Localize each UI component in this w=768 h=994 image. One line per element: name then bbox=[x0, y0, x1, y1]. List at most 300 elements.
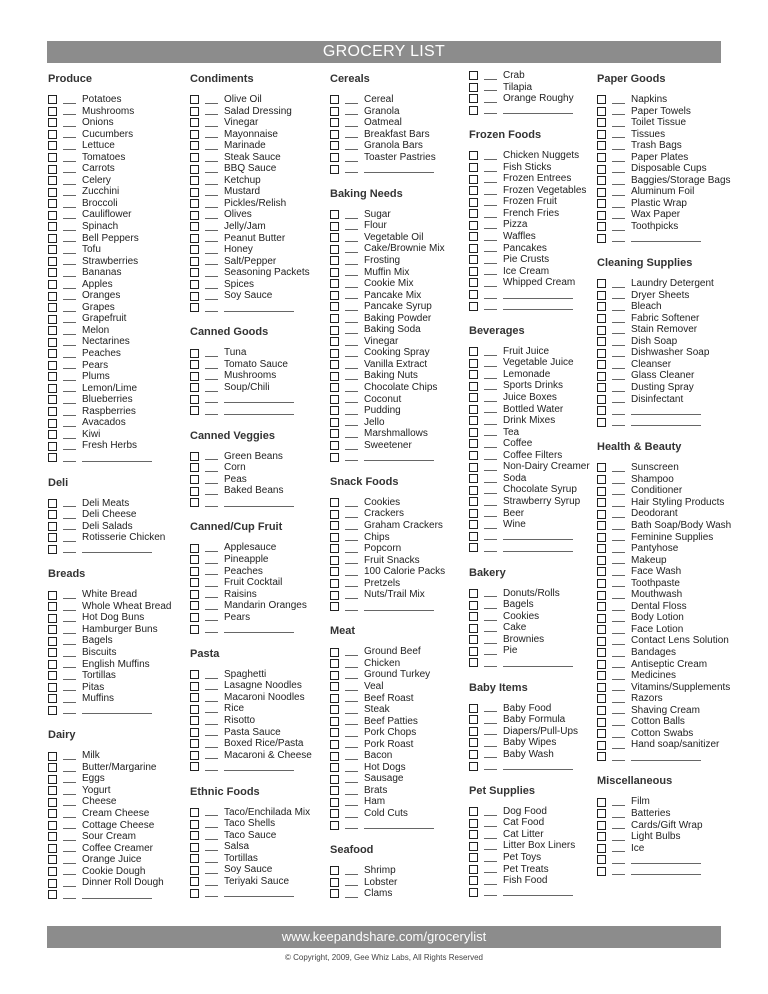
quantity-blank[interactable] bbox=[63, 177, 76, 185]
checkbox[interactable] bbox=[469, 439, 478, 448]
checkbox[interactable] bbox=[330, 544, 339, 553]
checkbox[interactable] bbox=[597, 798, 606, 807]
quantity-blank[interactable] bbox=[484, 463, 497, 471]
quantity-blank[interactable] bbox=[63, 614, 76, 622]
write-in-blank[interactable] bbox=[364, 821, 434, 829]
checkbox[interactable] bbox=[190, 613, 199, 622]
checkbox[interactable] bbox=[469, 853, 478, 862]
quantity-blank[interactable] bbox=[484, 83, 497, 91]
checkbox[interactable] bbox=[597, 406, 606, 415]
quantity-blank[interactable] bbox=[612, 591, 625, 599]
checkbox[interactable] bbox=[469, 635, 478, 644]
checkbox[interactable] bbox=[48, 706, 57, 715]
checkbox[interactable] bbox=[330, 752, 339, 761]
quantity-blank[interactable] bbox=[345, 291, 358, 299]
quantity-blank[interactable] bbox=[63, 511, 76, 519]
checkbox[interactable] bbox=[190, 165, 199, 174]
quantity-blank[interactable] bbox=[345, 579, 358, 587]
quantity-blank[interactable] bbox=[63, 683, 76, 691]
checkbox[interactable] bbox=[190, 682, 199, 691]
checkbox[interactable] bbox=[48, 798, 57, 807]
checkbox[interactable] bbox=[190, 257, 199, 266]
write-in-blank[interactable] bbox=[503, 532, 573, 540]
write-in-blank[interactable] bbox=[503, 544, 573, 552]
quantity-blank[interactable] bbox=[484, 659, 497, 667]
quantity-blank[interactable] bbox=[612, 165, 625, 173]
quantity-blank[interactable] bbox=[63, 165, 76, 173]
write-in-blank[interactable] bbox=[82, 545, 152, 553]
quantity-blank[interactable] bbox=[612, 753, 625, 761]
quantity-blank[interactable] bbox=[63, 821, 76, 829]
quantity-blank[interactable] bbox=[345, 361, 358, 369]
checkbox[interactable] bbox=[48, 786, 57, 795]
quantity-blank[interactable] bbox=[63, 522, 76, 530]
quantity-blank[interactable] bbox=[63, 442, 76, 450]
quantity-blank[interactable] bbox=[63, 315, 76, 323]
checkbox[interactable] bbox=[330, 418, 339, 427]
quantity-blank[interactable] bbox=[63, 408, 76, 416]
write-in-blank[interactable] bbox=[631, 418, 701, 426]
checkbox[interactable] bbox=[469, 738, 478, 747]
quantity-blank[interactable] bbox=[63, 200, 76, 208]
quantity-blank[interactable] bbox=[345, 418, 358, 426]
checkbox[interactable] bbox=[469, 601, 478, 610]
quantity-blank[interactable] bbox=[484, 187, 497, 195]
checkbox[interactable] bbox=[48, 315, 57, 324]
checkbox[interactable] bbox=[190, 544, 199, 553]
checkbox[interactable] bbox=[48, 625, 57, 634]
quantity-blank[interactable] bbox=[612, 798, 625, 806]
checkbox[interactable] bbox=[330, 429, 339, 438]
quantity-blank[interactable] bbox=[205, 590, 218, 598]
quantity-blank[interactable] bbox=[205, 866, 218, 874]
quantity-blank[interactable] bbox=[612, 626, 625, 634]
checkbox[interactable] bbox=[469, 255, 478, 264]
checkbox[interactable] bbox=[48, 141, 57, 150]
quantity-blank[interactable] bbox=[205, 878, 218, 886]
quantity-blank[interactable] bbox=[484, 371, 497, 379]
quantity-blank[interactable] bbox=[612, 856, 625, 864]
checkbox[interactable] bbox=[469, 830, 478, 839]
quantity-blank[interactable] bbox=[484, 95, 497, 103]
checkbox[interactable] bbox=[330, 302, 339, 311]
quantity-blank[interactable] bbox=[205, 567, 218, 575]
checkbox[interactable] bbox=[330, 279, 339, 288]
checkbox[interactable] bbox=[597, 165, 606, 174]
checkbox[interactable] bbox=[597, 130, 606, 139]
checkbox[interactable] bbox=[190, 268, 199, 277]
checkbox[interactable] bbox=[48, 752, 57, 761]
checkbox[interactable] bbox=[330, 383, 339, 392]
quantity-blank[interactable] bbox=[205, 395, 218, 403]
quantity-blank[interactable] bbox=[345, 775, 358, 783]
checkbox[interactable] bbox=[190, 831, 199, 840]
quantity-blank[interactable] bbox=[612, 730, 625, 738]
quantity-blank[interactable] bbox=[612, 211, 625, 219]
quantity-blank[interactable] bbox=[612, 844, 625, 852]
quantity-blank[interactable] bbox=[612, 395, 625, 403]
checkbox[interactable] bbox=[330, 326, 339, 335]
quantity-blank[interactable] bbox=[612, 614, 625, 622]
checkbox[interactable] bbox=[469, 624, 478, 633]
checkbox[interactable] bbox=[190, 728, 199, 737]
checkbox[interactable] bbox=[330, 210, 339, 219]
checkbox[interactable] bbox=[48, 660, 57, 669]
quantity-blank[interactable] bbox=[345, 660, 358, 668]
checkbox[interactable] bbox=[190, 452, 199, 461]
checkbox[interactable] bbox=[190, 141, 199, 150]
checkbox[interactable] bbox=[190, 292, 199, 301]
quantity-blank[interactable] bbox=[612, 361, 625, 369]
checkbox[interactable] bbox=[48, 280, 57, 289]
checkbox[interactable] bbox=[469, 278, 478, 287]
quantity-blank[interactable] bbox=[63, 649, 76, 657]
quantity-blank[interactable] bbox=[345, 303, 358, 311]
checkbox[interactable] bbox=[48, 775, 57, 784]
checkbox[interactable] bbox=[48, 879, 57, 888]
quantity-blank[interactable] bbox=[63, 695, 76, 703]
quantity-blank[interactable] bbox=[345, 729, 358, 737]
quantity-blank[interactable] bbox=[612, 291, 625, 299]
write-in-blank[interactable] bbox=[503, 762, 573, 770]
quantity-blank[interactable] bbox=[63, 154, 76, 162]
checkbox[interactable] bbox=[190, 245, 199, 254]
quantity-blank[interactable] bbox=[205, 579, 218, 587]
checkbox[interactable] bbox=[597, 199, 606, 208]
checkbox[interactable] bbox=[190, 372, 199, 381]
checkbox[interactable] bbox=[190, 625, 199, 634]
quantity-blank[interactable] bbox=[484, 279, 497, 287]
checkbox[interactable] bbox=[330, 763, 339, 772]
checkbox[interactable] bbox=[48, 855, 57, 864]
quantity-blank[interactable] bbox=[345, 430, 358, 438]
write-in-blank[interactable] bbox=[224, 625, 294, 633]
quantity-blank[interactable] bbox=[345, 384, 358, 392]
write-in-blank[interactable] bbox=[631, 753, 701, 761]
quantity-blank[interactable] bbox=[612, 556, 625, 564]
quantity-blank[interactable] bbox=[345, 453, 358, 461]
write-in-blank[interactable] bbox=[631, 867, 701, 875]
quantity-blank[interactable] bbox=[612, 810, 625, 818]
quantity-blank[interactable] bbox=[63, 96, 76, 104]
checkbox[interactable] bbox=[190, 705, 199, 714]
checkbox[interactable] bbox=[330, 682, 339, 691]
write-in-blank[interactable] bbox=[631, 407, 701, 415]
quantity-blank[interactable] bbox=[484, 498, 497, 506]
write-in-blank[interactable] bbox=[224, 763, 294, 771]
quantity-blank[interactable] bbox=[345, 591, 358, 599]
quantity-blank[interactable] bbox=[345, 407, 358, 415]
checkbox[interactable] bbox=[597, 314, 606, 323]
checkbox[interactable] bbox=[48, 671, 57, 680]
checkbox[interactable] bbox=[469, 382, 478, 391]
quantity-blank[interactable] bbox=[345, 510, 358, 518]
write-in-blank[interactable] bbox=[82, 891, 152, 899]
quantity-blank[interactable] bbox=[345, 211, 358, 219]
checkbox[interactable] bbox=[597, 360, 606, 369]
quantity-blank[interactable] bbox=[205, 246, 218, 254]
checkbox[interactable] bbox=[330, 441, 339, 450]
quantity-blank[interactable] bbox=[484, 647, 497, 655]
quantity-blank[interactable] bbox=[484, 842, 497, 850]
checkbox[interactable] bbox=[190, 107, 199, 116]
checkbox[interactable] bbox=[330, 786, 339, 795]
checkbox[interactable] bbox=[597, 832, 606, 841]
checkbox[interactable] bbox=[190, 199, 199, 208]
quantity-blank[interactable] bbox=[205, 544, 218, 552]
checkbox[interactable] bbox=[597, 694, 606, 703]
checkbox[interactable] bbox=[597, 533, 606, 542]
checkbox[interactable] bbox=[48, 648, 57, 657]
write-in-blank[interactable] bbox=[503, 888, 573, 896]
checkbox[interactable] bbox=[469, 727, 478, 736]
quantity-blank[interactable] bbox=[63, 706, 76, 714]
checkbox[interactable] bbox=[597, 418, 606, 427]
checkbox[interactable] bbox=[597, 372, 606, 381]
quantity-blank[interactable] bbox=[345, 326, 358, 334]
checkbox[interactable] bbox=[330, 533, 339, 542]
quantity-blank[interactable] bbox=[205, 349, 218, 357]
checkbox[interactable] bbox=[469, 715, 478, 724]
quantity-blank[interactable] bbox=[612, 568, 625, 576]
checkbox[interactable] bbox=[597, 718, 606, 727]
quantity-blank[interactable] bbox=[345, 165, 358, 173]
checkbox[interactable] bbox=[48, 118, 57, 127]
checkbox[interactable] bbox=[469, 106, 478, 115]
quantity-blank[interactable] bbox=[612, 533, 625, 541]
checkbox[interactable] bbox=[48, 867, 57, 876]
quantity-blank[interactable] bbox=[484, 359, 497, 367]
checkbox[interactable] bbox=[469, 71, 478, 80]
checkbox[interactable] bbox=[48, 614, 57, 623]
quantity-blank[interactable] bbox=[63, 626, 76, 634]
checkbox[interactable] bbox=[330, 602, 339, 611]
checkbox[interactable] bbox=[597, 107, 606, 116]
checkbox[interactable] bbox=[190, 475, 199, 484]
checkbox[interactable] bbox=[597, 591, 606, 600]
quantity-blank[interactable] bbox=[205, 154, 218, 162]
quantity-blank[interactable] bbox=[484, 164, 497, 172]
quantity-blank[interactable] bbox=[205, 476, 218, 484]
checkbox[interactable] bbox=[597, 637, 606, 646]
checkbox[interactable] bbox=[330, 268, 339, 277]
quantity-blank[interactable] bbox=[63, 384, 76, 392]
checkbox[interactable] bbox=[469, 509, 478, 518]
quantity-blank[interactable] bbox=[612, 407, 625, 415]
quantity-blank[interactable] bbox=[484, 750, 497, 758]
checkbox[interactable] bbox=[190, 222, 199, 231]
checkbox[interactable] bbox=[597, 383, 606, 392]
checkbox[interactable] bbox=[190, 406, 199, 415]
quantity-blank[interactable] bbox=[345, 878, 358, 886]
quantity-blank[interactable] bbox=[612, 384, 625, 392]
checkbox[interactable] bbox=[190, 303, 199, 312]
checkbox[interactable] bbox=[330, 233, 339, 242]
quantity-blank[interactable] bbox=[345, 683, 358, 691]
quantity-blank[interactable] bbox=[63, 107, 76, 115]
quantity-blank[interactable] bbox=[612, 234, 625, 242]
checkbox[interactable] bbox=[190, 854, 199, 863]
checkbox[interactable] bbox=[48, 222, 57, 231]
quantity-blank[interactable] bbox=[63, 119, 76, 127]
checkbox[interactable] bbox=[48, 384, 57, 393]
quantity-blank[interactable] bbox=[205, 165, 218, 173]
checkbox[interactable] bbox=[330, 222, 339, 231]
checkbox[interactable] bbox=[597, 487, 606, 496]
quantity-blank[interactable] bbox=[205, 407, 218, 415]
checkbox[interactable] bbox=[330, 567, 339, 576]
checkbox[interactable] bbox=[469, 474, 478, 483]
checkbox[interactable] bbox=[597, 234, 606, 243]
quantity-blank[interactable] bbox=[345, 245, 358, 253]
checkbox[interactable] bbox=[330, 360, 339, 369]
quantity-blank[interactable] bbox=[345, 442, 358, 450]
quantity-blank[interactable] bbox=[205, 384, 218, 392]
checkbox[interactable] bbox=[48, 107, 57, 116]
quantity-blank[interactable] bbox=[63, 660, 76, 668]
checkbox[interactable] bbox=[190, 751, 199, 760]
quantity-blank[interactable] bbox=[345, 603, 358, 611]
quantity-blank[interactable] bbox=[345, 338, 358, 346]
quantity-blank[interactable] bbox=[612, 649, 625, 657]
checkbox[interactable] bbox=[597, 326, 606, 335]
quantity-blank[interactable] bbox=[63, 603, 76, 611]
write-in-blank[interactable] bbox=[82, 706, 152, 714]
quantity-blank[interactable] bbox=[345, 154, 358, 162]
checkbox[interactable] bbox=[597, 844, 606, 853]
checkbox[interactable] bbox=[469, 393, 478, 402]
checkbox[interactable] bbox=[330, 349, 339, 358]
checkbox[interactable] bbox=[469, 451, 478, 460]
quantity-blank[interactable] bbox=[345, 810, 358, 818]
quantity-blank[interactable] bbox=[484, 106, 497, 114]
checkbox[interactable] bbox=[597, 349, 606, 358]
quantity-blank[interactable] bbox=[205, 499, 218, 507]
quantity-blank[interactable] bbox=[612, 188, 625, 196]
checkbox[interactable] bbox=[597, 671, 606, 680]
quantity-blank[interactable] bbox=[345, 119, 358, 127]
quantity-blank[interactable] bbox=[345, 694, 358, 702]
quantity-blank[interactable] bbox=[484, 808, 497, 816]
checkbox[interactable] bbox=[190, 188, 199, 197]
checkbox[interactable] bbox=[48, 809, 57, 818]
checkbox[interactable] bbox=[597, 521, 606, 530]
quantity-blank[interactable] bbox=[345, 257, 358, 265]
checkbox[interactable] bbox=[330, 728, 339, 737]
checkbox[interactable] bbox=[469, 405, 478, 414]
checkbox[interactable] bbox=[48, 257, 57, 266]
checkbox[interactable] bbox=[48, 602, 57, 611]
write-in-blank[interactable] bbox=[631, 234, 701, 242]
quantity-blank[interactable] bbox=[484, 831, 497, 839]
quantity-blank[interactable] bbox=[205, 832, 218, 840]
quantity-blank[interactable] bbox=[63, 130, 76, 138]
checkbox[interactable] bbox=[48, 821, 57, 830]
checkbox[interactable] bbox=[48, 165, 57, 174]
quantity-blank[interactable] bbox=[345, 717, 358, 725]
checkbox[interactable] bbox=[330, 591, 339, 600]
checkbox[interactable] bbox=[48, 591, 57, 600]
checkbox[interactable] bbox=[330, 717, 339, 726]
quantity-blank[interactable] bbox=[63, 257, 76, 265]
quantity-blank[interactable] bbox=[63, 787, 76, 795]
quantity-blank[interactable] bbox=[205, 705, 218, 713]
checkbox[interactable] bbox=[469, 647, 478, 656]
write-in-blank[interactable] bbox=[224, 395, 294, 403]
quantity-blank[interactable] bbox=[484, 417, 497, 425]
checkbox[interactable] bbox=[597, 475, 606, 484]
quantity-blank[interactable] bbox=[63, 637, 76, 645]
checkbox[interactable] bbox=[48, 211, 57, 220]
quantity-blank[interactable] bbox=[205, 625, 218, 633]
quantity-blank[interactable] bbox=[612, 672, 625, 680]
quantity-blank[interactable] bbox=[63, 798, 76, 806]
quantity-blank[interactable] bbox=[484, 210, 497, 218]
quantity-blank[interactable] bbox=[484, 198, 497, 206]
checkbox[interactable] bbox=[48, 545, 57, 554]
checkbox[interactable] bbox=[190, 153, 199, 162]
checkbox[interactable] bbox=[48, 683, 57, 692]
checkbox[interactable] bbox=[48, 533, 57, 542]
quantity-blank[interactable] bbox=[63, 142, 76, 150]
quantity-blank[interactable] bbox=[484, 348, 497, 356]
quantity-blank[interactable] bbox=[484, 486, 497, 494]
checkbox[interactable] bbox=[469, 888, 478, 897]
quantity-blank[interactable] bbox=[205, 556, 218, 564]
checkbox[interactable] bbox=[597, 648, 606, 657]
checkbox[interactable] bbox=[190, 762, 199, 771]
checkbox[interactable] bbox=[190, 176, 199, 185]
checkbox[interactable] bbox=[469, 209, 478, 218]
checkbox[interactable] bbox=[48, 292, 57, 301]
checkbox[interactable] bbox=[190, 670, 199, 679]
quantity-blank[interactable] bbox=[345, 130, 358, 138]
quantity-blank[interactable] bbox=[484, 589, 497, 597]
quantity-blank[interactable] bbox=[484, 716, 497, 724]
quantity-blank[interactable] bbox=[205, 820, 218, 828]
quantity-blank[interactable] bbox=[63, 338, 76, 346]
checkbox[interactable] bbox=[48, 130, 57, 139]
quantity-blank[interactable] bbox=[205, 613, 218, 621]
checkbox[interactable] bbox=[597, 176, 606, 185]
checkbox[interactable] bbox=[48, 361, 57, 370]
checkbox[interactable] bbox=[190, 487, 199, 496]
checkbox[interactable] bbox=[469, 151, 478, 160]
quantity-blank[interactable] bbox=[484, 521, 497, 529]
quantity-blank[interactable] bbox=[345, 142, 358, 150]
checkbox[interactable] bbox=[469, 347, 478, 356]
quantity-blank[interactable] bbox=[612, 718, 625, 726]
quantity-blank[interactable] bbox=[345, 798, 358, 806]
quantity-blank[interactable] bbox=[345, 556, 358, 564]
checkbox[interactable] bbox=[597, 741, 606, 750]
quantity-blank[interactable] bbox=[205, 751, 218, 759]
checkbox[interactable] bbox=[469, 589, 478, 598]
checkbox[interactable] bbox=[330, 453, 339, 462]
checkbox[interactable] bbox=[330, 889, 339, 898]
checkbox[interactable] bbox=[190, 693, 199, 702]
quantity-blank[interactable] bbox=[484, 175, 497, 183]
quantity-blank[interactable] bbox=[484, 509, 497, 517]
quantity-blank[interactable] bbox=[612, 223, 625, 231]
quantity-blank[interactable] bbox=[484, 405, 497, 413]
checkbox[interactable] bbox=[190, 360, 199, 369]
checkbox[interactable] bbox=[48, 419, 57, 428]
checkbox[interactable] bbox=[330, 694, 339, 703]
quantity-blank[interactable] bbox=[612, 579, 625, 587]
quantity-blank[interactable] bbox=[612, 487, 625, 495]
checkbox[interactable] bbox=[469, 520, 478, 529]
